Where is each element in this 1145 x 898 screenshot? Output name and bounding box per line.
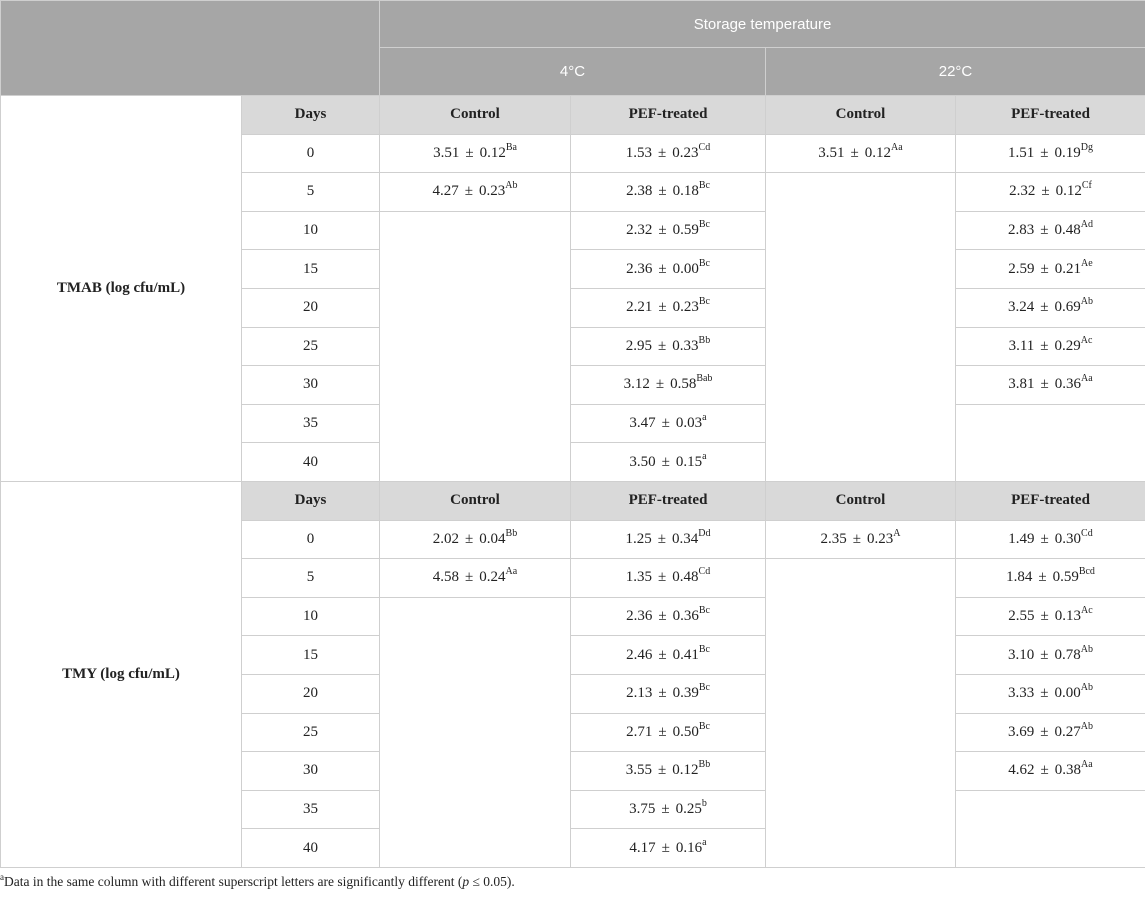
significance-letters: Bc — [699, 296, 710, 307]
error-value: 0.33 — [672, 338, 698, 354]
day-cell: 0 — [242, 134, 380, 173]
plus-minus-sign: ± — [658, 261, 666, 277]
error-value: 0.69 — [1055, 299, 1081, 315]
value-cell — [571, 443, 766, 482]
significance-letters: Bc — [699, 682, 710, 693]
value-cell — [571, 597, 766, 636]
significance-letters: Bab — [696, 373, 712, 384]
plus-minus-sign: ± — [1041, 183, 1049, 199]
day-cell: 30 — [242, 752, 380, 791]
plus-minus-sign: ± — [1040, 222, 1048, 238]
mean-value: 2.32 — [1009, 183, 1035, 199]
significance-letters: Cf — [1082, 180, 1092, 191]
column-header: Control — [380, 481, 571, 520]
error-value: 0.58 — [670, 376, 696, 392]
significance-letters: Bc — [699, 721, 710, 732]
value-cell — [571, 790, 766, 829]
value-cell — [571, 829, 766, 868]
column-header: Control — [766, 481, 956, 520]
plus-minus-sign: ± — [1040, 299, 1048, 315]
significance-letters: Aa — [1081, 759, 1093, 770]
mean-value: 2.71 — [626, 724, 652, 740]
significance-letters: Aa — [1081, 373, 1093, 384]
error-value: 0.59 — [1053, 569, 1079, 585]
significance-letters: Cd — [699, 566, 711, 577]
footnote-text-after: ≤ 0.05). — [469, 874, 515, 889]
error-value: 0.48 — [672, 569, 698, 585]
value-cell — [956, 288, 1145, 327]
day-cell: 30 — [242, 366, 380, 405]
plus-minus-sign: ± — [465, 531, 473, 547]
error-value: 0.34 — [672, 531, 698, 547]
significance-letters: Ac — [1081, 605, 1093, 616]
day-cell: 20 — [242, 674, 380, 713]
value-cell — [571, 288, 766, 327]
value-cell — [956, 366, 1145, 405]
plus-minus-sign: ± — [662, 454, 670, 470]
error-value: 0.15 — [676, 454, 702, 470]
day-cell: 20 — [242, 288, 380, 327]
error-value: 0.23 — [867, 531, 893, 547]
significance-letters: A — [893, 528, 900, 539]
error-value: 0.41 — [673, 647, 699, 663]
error-value: 0.29 — [1055, 338, 1081, 354]
mean-value: 1.53 — [626, 145, 652, 161]
plus-minus-sign: ± — [853, 531, 861, 547]
plus-minus-sign: ± — [1038, 569, 1046, 585]
mean-value: 4.58 — [433, 569, 459, 585]
error-value: 0.25 — [676, 801, 702, 817]
significance-letters: Aa — [506, 566, 518, 577]
value-cell — [956, 674, 1145, 713]
day-cell: 0 — [242, 520, 380, 559]
value-cell — [956, 327, 1145, 366]
value-cell — [956, 597, 1145, 636]
significance-letters: a — [702, 451, 706, 462]
error-value: 0.04 — [479, 531, 505, 547]
mean-value: 2.55 — [1008, 608, 1034, 624]
mean-value: 3.69 — [1008, 724, 1034, 740]
mean-value: 2.13 — [626, 685, 652, 701]
mean-value: 2.59 — [1008, 261, 1034, 277]
mean-value: 2.21 — [626, 299, 652, 315]
empty-cell — [380, 597, 571, 867]
mean-value: 3.75 — [629, 801, 655, 817]
error-value: 0.23 — [673, 299, 699, 315]
column-header: Control — [766, 96, 956, 135]
plus-minus-sign: ± — [658, 647, 666, 663]
significance-letters: Dd — [698, 528, 710, 539]
value-cell — [956, 173, 1145, 212]
value-cell — [571, 134, 766, 173]
error-value: 0.36 — [1055, 376, 1081, 392]
plus-minus-sign: ± — [658, 531, 666, 547]
temp-4c-header: 4°C — [380, 48, 766, 96]
empty-cell — [766, 559, 956, 868]
significance-letters: Aa — [891, 142, 903, 153]
significance-letters: a — [702, 837, 706, 848]
plus-minus-sign: ± — [658, 145, 666, 161]
error-value: 0.23 — [479, 183, 505, 199]
day-cell: 40 — [242, 829, 380, 868]
empty-cell — [380, 211, 571, 481]
significance-letters: Bcd — [1079, 566, 1095, 577]
value-cell — [956, 134, 1145, 173]
significance-letters: a — [702, 412, 706, 423]
value-cell — [380, 173, 571, 212]
significance-letters: b — [702, 798, 707, 809]
significance-letters: Cd — [699, 142, 711, 153]
error-value: 0.12 — [480, 145, 506, 161]
day-cell: 35 — [242, 790, 380, 829]
plus-minus-sign: ± — [851, 145, 859, 161]
significance-letters: Ab — [1081, 296, 1093, 307]
plus-minus-sign: ± — [662, 840, 670, 856]
mean-value: 3.81 — [1008, 376, 1034, 392]
empty-cell — [766, 173, 956, 482]
significance-letters: Bc — [699, 258, 710, 269]
mean-value: 3.47 — [629, 415, 655, 431]
day-cell: 5 — [242, 559, 380, 598]
error-value: 0.78 — [1055, 647, 1081, 663]
error-value: 0.59 — [673, 222, 699, 238]
mean-value: 1.35 — [626, 569, 652, 585]
day-cell: 10 — [242, 211, 380, 250]
plus-minus-sign: ± — [465, 183, 473, 199]
value-cell — [956, 636, 1145, 675]
empty-cell — [956, 404, 1145, 481]
value-cell — [571, 327, 766, 366]
value-cell — [956, 752, 1145, 791]
mean-value: 2.32 — [626, 222, 652, 238]
significance-letters: Ab — [505, 180, 517, 191]
plus-minus-sign: ± — [658, 724, 666, 740]
value-cell — [956, 520, 1145, 559]
plus-minus-sign: ± — [1041, 531, 1049, 547]
value-cell — [956, 559, 1145, 598]
mean-value: 1.25 — [626, 531, 652, 547]
mean-value: 2.36 — [626, 261, 652, 277]
value-cell — [766, 520, 956, 559]
mean-value: 3.55 — [626, 762, 652, 778]
day-cell: 25 — [242, 713, 380, 752]
column-header: PEF-treated — [571, 96, 766, 135]
significance-letters: Ab — [1081, 644, 1093, 655]
mean-value: 2.95 — [626, 338, 652, 354]
plus-minus-sign: ± — [1041, 608, 1049, 624]
section-label: TMY (log cfu/mL) — [1, 481, 242, 867]
mean-value: 2.46 — [626, 647, 652, 663]
plus-minus-sign: ± — [1041, 376, 1049, 392]
value-cell — [380, 559, 571, 598]
mean-value: 3.51 — [818, 145, 844, 161]
mean-value: 1.84 — [1006, 569, 1032, 585]
plus-minus-sign: ± — [656, 376, 664, 392]
day-cell: 15 — [242, 250, 380, 289]
plus-minus-sign: ± — [658, 608, 666, 624]
mean-value: 3.50 — [629, 454, 655, 470]
footnote-p: p — [462, 874, 469, 889]
significance-letters: Ab — [1081, 682, 1093, 693]
empty-cell — [956, 790, 1145, 867]
error-value: 0.24 — [479, 569, 505, 585]
mean-value: 2.02 — [433, 531, 459, 547]
mean-value: 3.33 — [1008, 685, 1034, 701]
column-header: PEF-treated — [956, 481, 1145, 520]
plus-minus-sign: ± — [1041, 261, 1049, 277]
mean-value: 1.49 — [1008, 531, 1034, 547]
plus-minus-sign: ± — [658, 299, 666, 315]
plus-minus-sign: ± — [1040, 145, 1048, 161]
mean-value: 3.11 — [1009, 338, 1035, 354]
error-value: 0.38 — [1055, 762, 1081, 778]
significance-letters: Ab — [1081, 721, 1093, 732]
plus-minus-sign: ± — [658, 685, 666, 701]
significance-letters: Bb — [699, 335, 711, 346]
day-cell: 5 — [242, 173, 380, 212]
mean-value: 4.62 — [1008, 762, 1034, 778]
day-cell: 10 — [242, 597, 380, 636]
value-cell — [956, 713, 1145, 752]
plus-minus-sign: ± — [658, 183, 666, 199]
significance-letters: Bb — [506, 528, 518, 539]
plus-minus-sign: ± — [1041, 762, 1049, 778]
significance-letters: Ba — [506, 142, 517, 153]
significance-letters: Dg — [1081, 142, 1093, 153]
significance-letters: Bc — [699, 605, 710, 616]
footnote — [0, 868, 1145, 898]
error-value: 0.23 — [672, 145, 698, 161]
value-cell — [571, 173, 766, 212]
error-value: 0.19 — [1055, 145, 1081, 161]
error-value: 0.30 — [1055, 531, 1081, 547]
significance-letters: Bc — [699, 219, 710, 230]
error-value: 0.12 — [1056, 183, 1082, 199]
corner-cell — [1, 1, 380, 96]
mean-value: 3.51 — [433, 145, 459, 161]
mean-value: 2.36 — [626, 608, 652, 624]
column-header: Control — [380, 96, 571, 135]
section-label: TMAB (log cfu/mL) — [1, 96, 242, 482]
mean-value: 1.51 — [1008, 145, 1034, 161]
error-value: 0.12 — [672, 762, 698, 778]
plus-minus-sign: ± — [658, 222, 666, 238]
value-cell — [571, 559, 766, 598]
value-cell — [956, 250, 1145, 289]
mean-value: 4.17 — [629, 840, 655, 856]
significance-letters: Ad — [1081, 219, 1093, 230]
plus-minus-sign: ± — [658, 569, 666, 585]
plus-minus-sign: ± — [1040, 338, 1048, 354]
error-value: 0.03 — [676, 415, 702, 431]
plus-minus-sign: ± — [465, 145, 473, 161]
column-header: PEF-treated — [571, 481, 766, 520]
value-cell — [571, 520, 766, 559]
plus-minus-sign: ± — [661, 801, 669, 817]
error-value: 0.50 — [673, 724, 699, 740]
day-cell: 15 — [242, 636, 380, 675]
mean-value: 2.35 — [821, 531, 847, 547]
error-value: 0.27 — [1055, 724, 1081, 740]
value-cell — [766, 134, 956, 173]
significance-letters: Bb — [699, 759, 711, 770]
mean-value: 2.38 — [626, 183, 652, 199]
value-cell — [571, 752, 766, 791]
plus-minus-sign: ± — [658, 762, 666, 778]
error-value: 0.00 — [673, 261, 699, 277]
error-value: 0.36 — [673, 608, 699, 624]
mean-value: 3.24 — [1008, 299, 1034, 315]
significance-letters: Cd — [1081, 528, 1093, 539]
error-value: 0.21 — [1055, 261, 1081, 277]
plus-minus-sign: ± — [1040, 647, 1048, 663]
significance-letters: Bc — [699, 180, 710, 191]
value-cell — [571, 250, 766, 289]
temp-22c-header: 22°C — [766, 48, 1145, 96]
day-cell: 40 — [242, 443, 380, 482]
value-cell — [571, 211, 766, 250]
significance-letters: Ae — [1081, 258, 1093, 269]
plus-minus-sign: ± — [1040, 685, 1048, 701]
error-value: 0.48 — [1055, 222, 1081, 238]
value-cell — [956, 211, 1145, 250]
column-header: PEF-treated — [956, 96, 1145, 135]
error-value: 0.18 — [673, 183, 699, 199]
column-header: Days — [242, 481, 380, 520]
error-value: 0.39 — [673, 685, 699, 701]
column-header: Days — [242, 96, 380, 135]
error-value: 0.00 — [1055, 685, 1081, 701]
plus-minus-sign: ± — [658, 338, 666, 354]
value-cell — [571, 713, 766, 752]
footnote-text-before: Data in the same column with different superscript letters are significantly different ( — [4, 874, 462, 889]
plus-minus-sign: ± — [662, 415, 670, 431]
significance-letters: Ac — [1081, 335, 1093, 346]
day-cell: 25 — [242, 327, 380, 366]
footnote-mark: a — [0, 872, 4, 882]
value-cell — [571, 366, 766, 405]
value-cell — [380, 134, 571, 173]
storage-temperature-header: Storage temperature — [380, 1, 1145, 48]
error-value: 0.16 — [676, 840, 702, 856]
significance-letters: Bc — [699, 644, 710, 655]
value-cell — [571, 404, 766, 443]
plus-minus-sign: ± — [1040, 724, 1048, 740]
value-cell — [571, 636, 766, 675]
plus-minus-sign: ± — [465, 569, 473, 585]
error-value: 0.13 — [1055, 608, 1081, 624]
mean-value: 4.27 — [433, 183, 459, 199]
value-cell — [571, 674, 766, 713]
value-cell — [380, 520, 571, 559]
mean-value: 3.10 — [1008, 647, 1034, 663]
error-value: 0.12 — [865, 145, 891, 161]
mean-value: 3.12 — [624, 376, 650, 392]
mean-value: 2.83 — [1008, 222, 1034, 238]
day-cell: 35 — [242, 404, 380, 443]
